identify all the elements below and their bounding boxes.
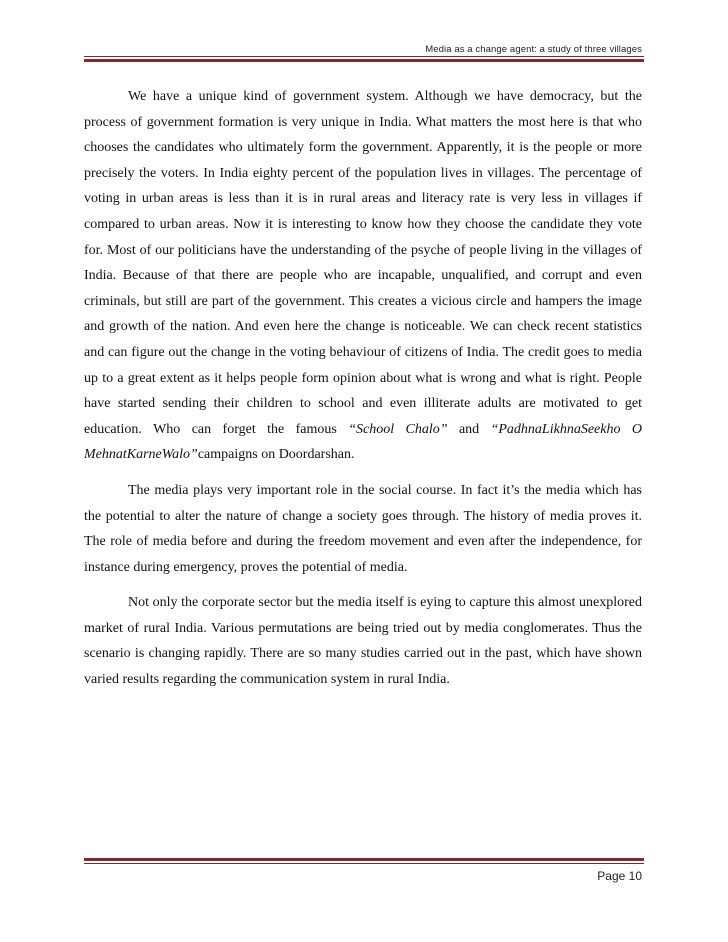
body-text xyxy=(84,84,642,703)
paragraph-rural-market: Not only the corporate sector but the media itself is eying to capture this almost unexplored market of rural India. Various permutations are being tried out by media conglomerates. Thus the scenario is changing rapidly. There are so many studies carried out in the past, which have shown varied results regarding the communication system in rural India. xyxy=(84,595,642,688)
paragraph-text: and xyxy=(447,421,491,437)
footer-rule-thick xyxy=(84,858,644,861)
page-number: Page 10 xyxy=(597,869,642,883)
page-header-title: Media as a change agent: a study of three villages xyxy=(425,44,642,55)
paragraph-voting xyxy=(84,84,642,468)
paragraph-media-role: The media plays very important role in the social course. In fact it’s the media which has the potential to alter the nature of change a society goes through. The history of media proves it. The role of media before and during the freedom movement and even after the independence, for instance during emergency, proves the potential of media. xyxy=(84,482,642,575)
header-rule-thick xyxy=(84,59,644,62)
paragraph-text: campaigns on Doordarshan. xyxy=(197,447,355,463)
campaign-name: “School Chalo” xyxy=(348,421,448,437)
footer-rule-thin xyxy=(84,863,644,864)
header-rule-thin xyxy=(84,56,644,57)
paragraph-text: We have a unique kind of government system. Although we have democracy, but the process of government formation is very unique in India. What matters the most here is that who chooses the candidates who ultimately form the government. Apparently, it is the people or more precisely the voters. In India eighty percent of the population lives in villages. The percentage of voting in urban areas is less than it is in rural areas and literacy rate is very less in villages if compared to urban areas. Now it is interesting to know how they choose the candidate they vote for. Most of our politicians have the understanding of the psyche of people living in the villages of India. Because of that there are people who are incapable, unqualified, and corrupt and even criminals, but still are part of the government. This creates a vicious circle and hampers the image and growth of the nation. And even here the change is noticeable. We can check recent statistics and can figure out the change in the voting behaviour of citizens of India. The credit goes to media up to a great extent as it helps people form opinion about what is wrong and what is right. People have started sending their children to school and even illiterate adults are motivated to get education. Who can forget the famous xyxy=(84,89,642,437)
campaign-name: “PadhnaLikhnaSeekho O MehnatKarneWalo” xyxy=(84,421,642,463)
